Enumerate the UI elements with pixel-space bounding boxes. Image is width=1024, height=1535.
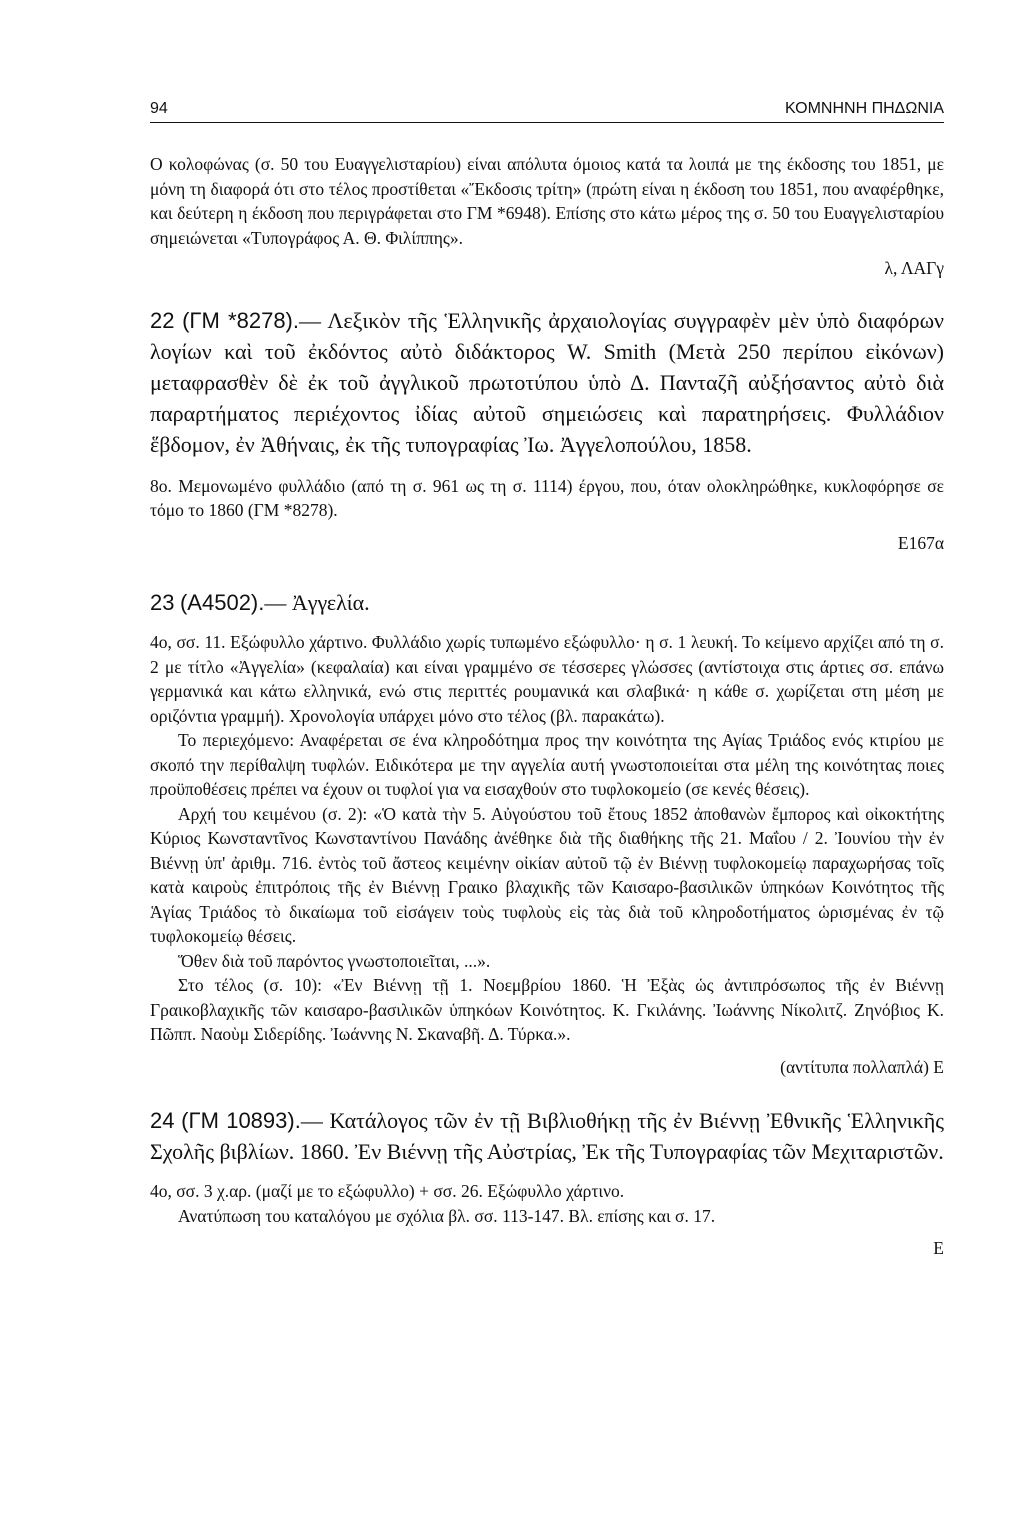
entry-note: Ανατύπωση του καταλόγου με σχόλια βλ. σσ. 113-147. Βλ. επίσης και σ. 17. bbox=[178, 1205, 716, 1226]
entry-title: — Λεξικὸν τῆς Ἑλληνικῆς ἀρχαιολογίας συγγραφὲν μὲν ὑπὸ διαφόρων λογίων καὶ τοῦ ἐκδόντος αὐτὸ διδάκτορος W. Smith (Μετὰ 250 περίπου εἰκόνων) μεταφρασθὲν δὲ ἐκ τοῦ ἀγγλικοῦ πρωτοτύπου ὑπὸ Δ. Πανταζῆ αὐξήσαντος αὐτὸ διὰ παραρτήματος περιέχοντος ἰδίας αὐτοῦ σημειώσεις καὶ παρατηρήσεις. Φυλλάδιον ἕβδομον, ἐν Ἀθήναις, ἐκ τῆς τυπογραφίας Ἰω. Ἀγγελοπούλου, 1858. bbox=[150, 307, 945, 457]
entry-heading bbox=[150, 305, 944, 460]
entry-24 bbox=[150, 1105, 944, 1261]
entry-location: Ε bbox=[933, 1238, 944, 1258]
entry-23 bbox=[150, 587, 944, 1079]
entry-content-summary: Το περιεχόμενο: Αναφέρεται σε ένα κληροδότημα προς την κοινότητα της Αγίας Τριάδος ενός κτιρίου με σκοπό την περίθαλψη τυφλών. Ειδικότερα με την αγγελία αυτή γνωστοποιείται στα μέλη της κοινότητας ποιες προϋποθέσεις πρέπει να έχουν οι τυφλοί για να εισαχθούν στο τυφλοκομείο (σε κενές θέσεις). bbox=[150, 730, 944, 799]
entry-title: — Κατάλογος τῶν ἐν τῇ Βιβλιοθήκῃ τῆς ἐν Βιέννῃ Ἐθνικῆς Ἑλληνικῆς Σχολῆς βιβλίων. 1860. Ἐν Βιέννῃ τῆς Αὐστρίας, Ἐκ τῆς Τυπογραφίας τῶν Μεχιταριστῶν. bbox=[150, 1108, 945, 1164]
entry-number: 22 bbox=[150, 307, 175, 333]
running-header bbox=[150, 100, 944, 123]
entry-text-continuation: Ὅθεν διὰ τοῦ παρόντος γνωστοποιεῖται, ...». bbox=[178, 950, 491, 971]
entry-title: — Ἀγγελία. bbox=[264, 590, 370, 615]
page-body bbox=[150, 152, 944, 1261]
entry-heading bbox=[150, 587, 944, 618]
entry-22 bbox=[150, 305, 944, 556]
entry-description: 4ο, σσ. 11. Εξώφυλλο χάρτινο. Φυλλάδιο χωρίς τυπωμένο εξώφυλλο· η σ. 1 λευκή. Το κείμενο αρχίζει από τη σ. 2 με τίτλο «Ἀγγελία» (κεφαλαία) και είναι γραμμένο σε τέσσερες γλώσσες (αντίστοιχα στις άρτιες σσ. επάνω γερμανικά και κάτω ελληνικά, ενώ στις περιττές ρουμανικά και σλαβικά· η κάθε σ. χωρίζεται στη μέση με οριζόντια γραμμή). Χρονολογία υπάρχει μόνο στο τέλος (βλ. παρακάτω). bbox=[150, 632, 944, 726]
entry-description: 4ο, σσ. 3 χ.αρ. (μαζί με το εξώφυλλο) + σσ. 26. Εξώφυλλο χάρτινο. bbox=[150, 1181, 625, 1201]
entry-reference: (ΓΜ 10893). bbox=[181, 1108, 301, 1133]
intro-paragraph: Ο κολοφώνας (σ. 50 του Ευαγγελισταρίου) είναι απόλυτα όμοιος κατά τα λοιπά με της έκδοσης του 1851, με μόνη τη διαφορά ότι στο τέλος προστίθεται «Ἔκδοσις τρίτη» (πρώτη είναι η έκδοση του 1851, που αναφέρθηκε, και δεύτερη η έκδοση που περιγράφεται στο ΓΜ *6948). Επίσης στο κάτω μέρος της σ. 50 του Ευαγγελισταρίου σημειώνεται «Τυπογράφος Α. Θ. Φιλίππης». bbox=[150, 154, 944, 248]
page-number: 94 bbox=[150, 100, 168, 117]
entry-number: 24 bbox=[150, 1108, 175, 1133]
entry-reference: (ΓΜ *8278). bbox=[182, 307, 299, 333]
entry-number: 23 bbox=[150, 590, 175, 615]
entry-heading bbox=[150, 1105, 944, 1167]
entry-text-end: Στο τέλος (σ. 10): «Ἐν Βιέννῃ τῇ 1. Νοεμβρίου 1860. Ἡ Ἐξὰς ὡς ἀντιπρόσωπος τῆς ἐν Βιέννῃ Γραικοβλαχικῆς τῶν καισαρο-βασιλικῶν ὑπηκόων Κοινότητος. Κ. Γκιλάνης. Ἰωάννης Νίκολιτζ. Ζηνόβιος Κ. Πῶππ. Ναοὺμ Σιδερίδης. Ἰωάννης Ν. Σκαναβῆ. Δ. Τύρκα.». bbox=[150, 975, 944, 1044]
entry-text-beginning: Αρχή του κειμένου (σ. 2): «Ὁ κατὰ τὴν 5. Αὐγούστου τοῦ ἔτους 1852 ἀποθανὼν ἔμπορος καὶ οἰκοκτήτης Κύριος Κωνσταντῖνος Κωνσταντίνου Πανάδης ἀνέθηκε διὰ τῆς διαθήκης τῆς 21. Μαΐου / 2. Ἰουνίου τὴν ἐν Βιέννῃ ὑπ' ἀριθμ. 716. ἐντὸς τοῦ ἄστεος κειμένην οἰκίαν αὐτοῦ τῷ ἐν Βιέννῃ τυφλοκομείῳ παραχωρήσας τοῖς κατὰ καιροὺς ἐπιτρόποις τῆς ἐν Βιέννῃ Γραικο βλαχικῆς τῶν Καισαρο-βασιλικῶν ὑπηκόων Κοινότητος τῆς Ἁγίας Τριάδος τὸ δικαίωμα τοῦ εἰσάγειν τοὺς τυφλοὺς εἰς τὰς διὰ τοῦ κληροδοτήματος ὡρισμένας ἐν τῷ τυφλοκομείῳ θέσεις. bbox=[150, 803, 944, 946]
entry-location: (αντίτυπα πολλαπλά) Ε bbox=[780, 1056, 944, 1077]
entry-reference: (Α4502). bbox=[179, 590, 265, 615]
entry-description: 8ο. Μεμονωμένο φυλλάδιο (από τη σ. 961 ως τη σ. 1114) έργου, που, όταν ολοκληρώθηκε, κυκλοφόρησε σε τόμο το 1860 (ΓΜ *8278). bbox=[150, 475, 944, 520]
intro-location: λ, ΛΑΓγ bbox=[884, 258, 944, 278]
running-title: ΚΟΜΝΗΝΗ ΠΗΔΩΝΙΑ bbox=[784, 100, 944, 117]
entry-location: Ε167α bbox=[897, 532, 944, 553]
